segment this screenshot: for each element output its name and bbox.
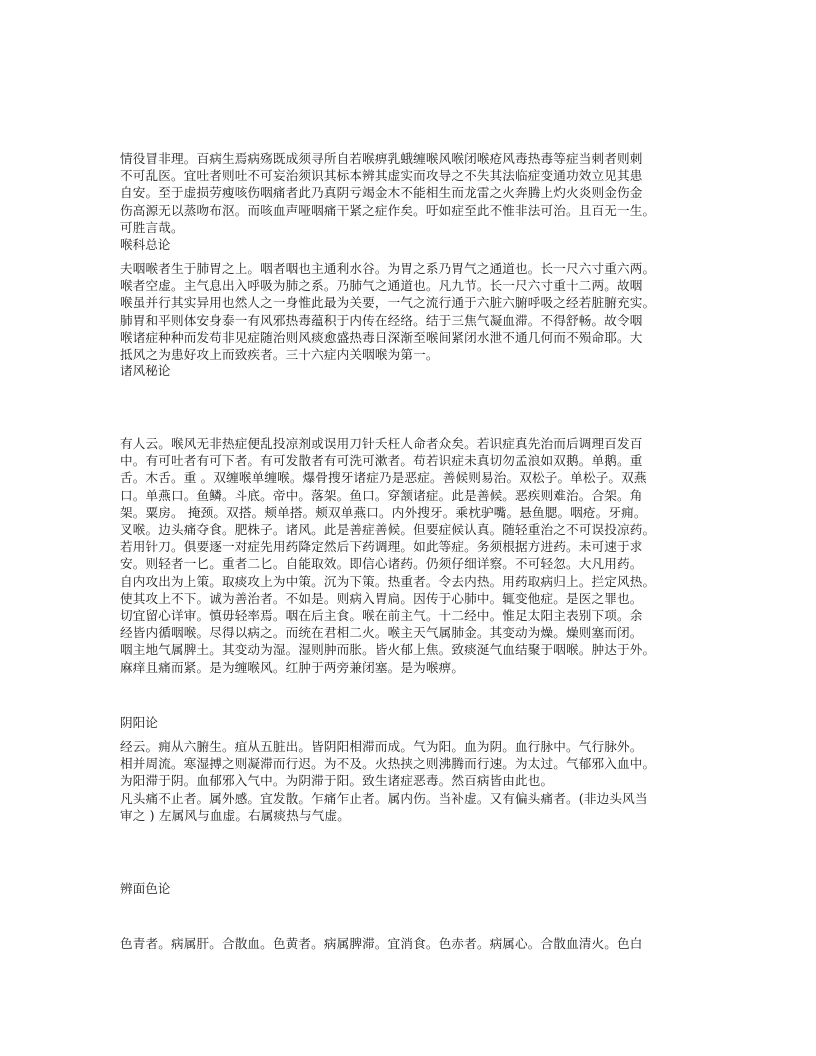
text-line: 若用针刀。俱要逐一对症先用药降定然后下药调理。如此等症。务须根据方进药。未可速于求 [120, 539, 643, 555]
text-line: 经云。痈从六腑生。疽从五脏出。皆阴阳相滞而成。气为阳。血为阴。血行脉中。气行脉外。 [120, 739, 643, 754]
bianmianse-lun-paragraph [120, 935, 705, 952]
text-line: 经皆内循咽喉。尽得以病之。而统在君相二火。喉主天气属肺金。其变动为燥。燥则塞而闭。 [120, 625, 643, 641]
text-line: 抵风之为患好攻上而致疾者。三十六症内关咽喉为第一。 [120, 347, 439, 363]
text-line: 咽主地气属脾土。其变动为湿。湿则肿而胀。皆火郁上焦。致痰涎气血结聚于咽喉。肿达于外。 [120, 642, 656, 658]
text-line: 相并周流。寒湿搏之则凝滞而行迟。为不及。火热挟之则沸腾而行速。为太过。气郁邪入血中。 [120, 756, 656, 772]
text-line: 凡头痛不止者。属外感。宜发散。乍痛乍止者。属内伤。当补虚。又有偏头痛者。(非边头风当 [120, 790, 648, 806]
text-line: 架。粟房。 掩颈。双搭。颊单搭。颊双单燕口。内外搜牙。乘枕驴嘴。悬鱼腮。咽疮。牙痈。 [120, 504, 647, 520]
text-line: 叉喉。边头痛夺食。肥株子。诸风。此是善症善候。但要症候认真。随轻重治之不可误投凉药。 [120, 522, 656, 538]
yinyang-lun-paragraph [120, 738, 705, 824]
text-line: 为阳滞于阴。血郁邪入气中。为阴滞于阳。致生诸症恶毒。然百病皆由此也。 [120, 773, 554, 789]
text-line: 情役冒非理。百病生焉病殇既成须寻所自若喉痹乳蛾缠喉风喉闭喉疮风毒热毒等症当刺者则刺 [120, 151, 643, 166]
text-line: 夫咽喉者生于肺胃之上。咽者咽也主通利水谷。为胃之系乃胃气之通道也。长一尺六寸重六两。 [120, 261, 656, 276]
houke-zonglun-paragraph [120, 260, 705, 363]
text-line: 不可乱医。宜吐者则吐不可妄治须识其标本辨其虚实而攻导之不失其法临症变通功效立见其患 [120, 168, 643, 184]
zhufeng-milun-paragraph [120, 435, 705, 676]
text-line: 可胜言哉。 [120, 219, 184, 235]
intro-paragraph [120, 150, 705, 236]
text-line: 自内攻出为上策。取痰攻上为中策。沉为下策。热重者。令去内热。用药取病归上。拦定风热。 [120, 573, 656, 589]
section-heading-yinyang-lun: 阴阳论 [120, 715, 158, 730]
text-line: 喉虽并行其实异用也然人之一身惟此最为关要，一气之流行通于六脏六腑呼吸之经若脏腑充实。 [120, 295, 656, 311]
text-line: 使其攻上不下。诚为善治者。不如是。则病入胃扃。因传于心肺中。辄变他症。是医之罪也。 [120, 590, 643, 606]
text-line: 口。单燕口。鱼鳞。斗底。帝中。落架。鱼口。穿颔诸症。此是善候。恶疾则难治。合架。角 [120, 487, 643, 503]
text-line: 喉者空虚。主气息出入呼吸为肺之系。乃肺气之通道也。凡九节。长一尺六寸重十二两。故咽 [120, 278, 643, 294]
text-line: 舌。木舌。重 。双缠喉单缠喉。爆骨搜牙诸症乃是恶症。善候则易治。双松子。单松子。双燕 [120, 470, 647, 486]
text-line: 审之 ) 左属风与血虚。右属痰热与气虚。 [120, 807, 351, 823]
section-heading-houke-zonglun: 喉科总论 [120, 237, 171, 252]
text-line: 安。则轻者一匕。重者二匕。自能取效。即信心诸药。仍须仔细详察。不可轻忽。大凡用药。 [120, 556, 643, 572]
text-line: 色青者。病属肝。合散血。色黄者。病属脾滞。宜消食。色赤者。病属心。合散血清火。色白 [120, 936, 643, 951]
text-line: 麻痒且痛而紧。是为缠喉风。红肿于两旁兼闭塞。是为喉痹。 [120, 659, 465, 675]
text-line: 有人云。喉风无非热症便乱投凉剂或误用刀针夭枉人命者众矣。若识症真先治而后调理百发百 [120, 436, 643, 451]
text-line: 中。有可吐者有可下者。有可发散者有可洗可漱者。苟若识症未真切勿孟浪如双鹅。单鹅。重 [120, 453, 643, 469]
text-line: 切宜留心详审。慎毋轻率焉。咽在后主食。喉在前主气。十二经中。惟足太阳主表别下项。余 [120, 608, 643, 624]
section-heading-zhufeng-milun: 诸风秘论 [120, 363, 171, 378]
text-line: 喉诸症种种而发苟非见症随治则风痰愈盛热毒日深渐至喉间紧闭水泄不通几何而不殒命耶。大 [120, 329, 643, 345]
text-line: 肺胃和平则体安身泰一有风邪热毒蕴积于内传在经络。结于三焦气凝血滞。不得舒畅。故令咽 [120, 312, 643, 328]
section-heading-bianmianse-lun: 辨面色论 [120, 881, 171, 896]
text-line: 自安。至于虚损劳瘦咳伤咽痛者此乃真阴亏竭金木不能相生而龙雷之火奔腾上灼火炎则金伤金 [120, 185, 643, 201]
text-line: 伤高源无以蒸吻布沤。而咳血声哑咽痛干紧之症作矣。吁如症至此不惟非法可治。且百无一生。 [120, 202, 656, 218]
